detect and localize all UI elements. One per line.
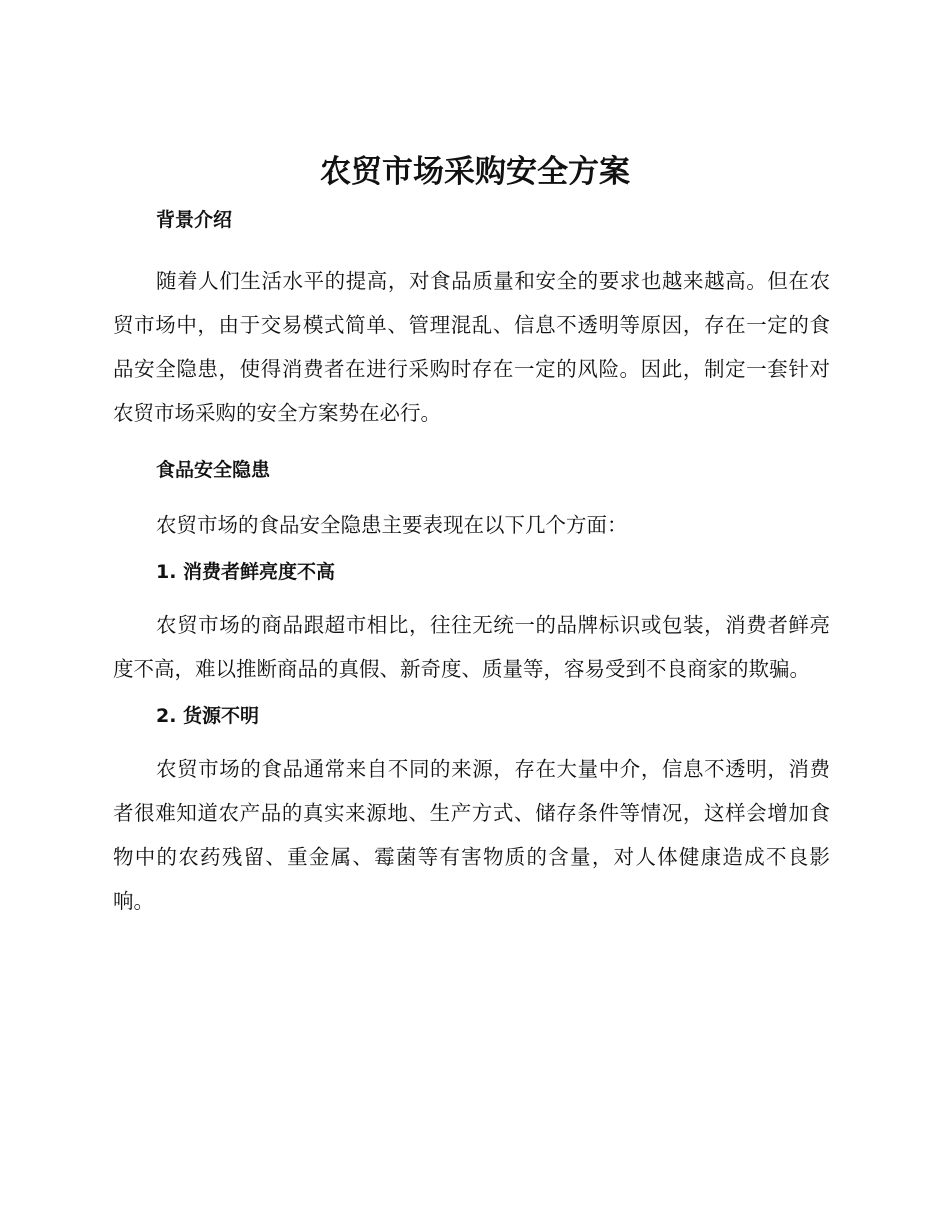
section-paragraph-unclear-source: 农贸市场的食品通常来自不同的来源，存在大量中介，信息不透明，消费者很难知道农产品的真实来源地、生产方式、储存条件等情况，这样会增加食物中的农药残留、重金属、霉菌等有害物质的含量，对人体健康造成不良影响。: [113, 757, 830, 913]
section-paragraph-background: 随着人们生活水平的提高，对食品质量和安全的要求也越来越高。但在农贸市场中，由于交易模式简单、管理混乱、信息不透明等原因，存在一定的食品安全隐患，使得消费者在进行采购时存在一定的风险。因此，制定一套针对农贸市场采购的安全方案势在必行。: [113, 269, 830, 425]
section-heading-background: 背景介绍: [156, 209, 233, 231]
section-paragraph-food-safety-risks: 农贸市场的食品安全隐患主要表现在以下几个方面：: [156, 513, 628, 537]
document-title: 农贸市场采购安全方案: [320, 154, 630, 190]
section-paragraph-consumer-awareness: 农贸市场的商品跟超市相比，往往无统一的品牌标识或包装，消费者鲜亮度不高，难以推断商品的真假、新奇度、质量等，容易受到不良商家的欺骗。: [113, 613, 830, 681]
document-body: [113, 203, 830, 923]
section-heading-food-safety-risks: 食品安全隐患: [156, 459, 271, 481]
section-heading-unclear-source: 2. 货源不明: [156, 705, 260, 727]
section-heading-consumer-awareness: 1. 消费者鲜亮度不高: [156, 561, 336, 583]
